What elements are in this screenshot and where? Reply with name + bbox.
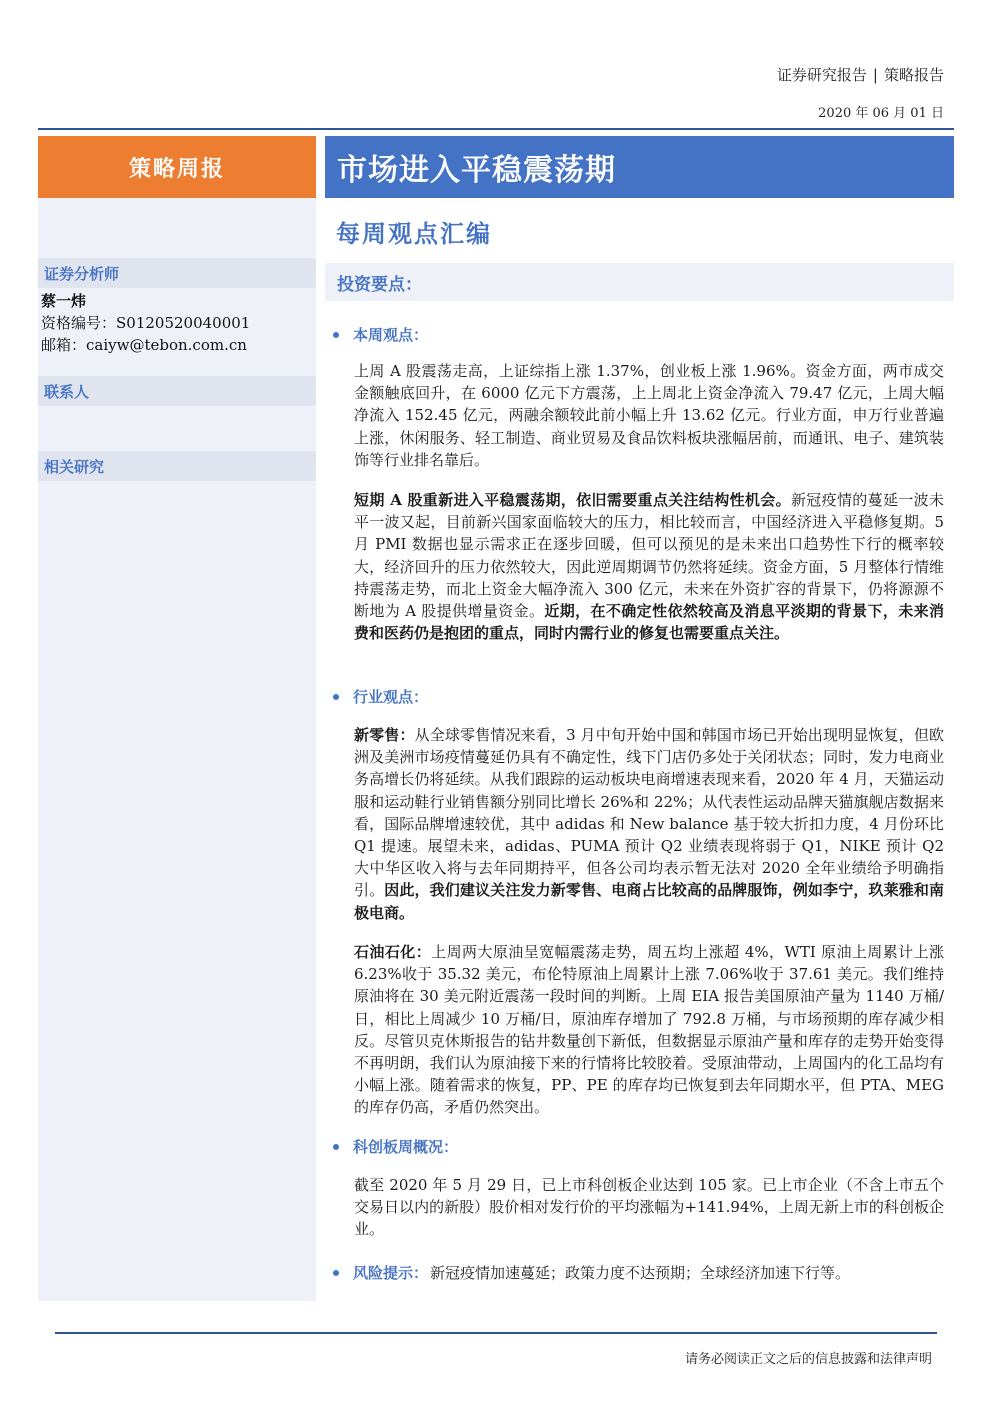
top-divider	[38, 128, 954, 130]
section-label: 行业观点：	[353, 688, 429, 706]
risk-label: 风险提示：	[353, 1264, 429, 1282]
oil-paragraph	[354, 941, 944, 1119]
report-category: 策略报告	[883, 66, 944, 84]
section-star-market	[333, 1136, 458, 1157]
outlook-body: 新冠疫情的蔓延一波未平一波又起，目前新兴国家面临较大的压力，相比较而言，中国经济进入平稳修复期。5 月 PMI 数据也显示需求正在逐步回暖，但可以预见的是未来出口趋势性下行的概率较大，经济回升的压力依然较大，因此逆周期调节仍然将延续。资金方面，5 月整体行情维持震荡走势，而北上资金大幅净流入 300 亿元，未来在外资扩容的背景下，仍将源源不断地为 A 股提供增量资金。	[354, 491, 944, 621]
key-points-heading: 投资要点：	[325, 263, 954, 301]
bottom-divider	[55, 1332, 937, 1334]
analyst-email[interactable]: 邮箱：caiyw@tebon.com.cn	[41, 336, 247, 354]
disclaimer-note: 请务必阅读正文之后的信息披露和法律声明	[684, 1352, 932, 1367]
section-industry-view	[333, 686, 428, 707]
section-label: 本周观点：	[353, 326, 429, 344]
weekly-outlook-paragraph	[354, 489, 944, 644]
contact-heading: 联系人	[38, 376, 316, 406]
related-research-heading: 相关研究	[38, 451, 316, 481]
outlook-conclusion: 近期，在不确定性依然较高及消息平淡期的背景下，未来消费和医药仍是抱团的重点，同时内需行业的修复也需要重点关注。	[354, 602, 944, 643]
weekly-market-paragraph: 上周 A 股震荡走高，上证综指上涨 1.37%，创业板上涨 1.96%。资金方面，两市成交金额触底回升，在 6000 亿元下方震荡，上上周北上资金净流入 79.47 亿元，上周大幅净流入 152.45 亿元，两融余额较此前小幅上升 13.62 亿元。行业方面，申万行业普遍上涨，休闲服务、轻工制造、商业贸易及食品饮料板块涨幅居前，而通讯、电子、建筑装饰等行业排名靠后。	[354, 362, 944, 469]
page-title: 市场进入平稳震荡期	[325, 136, 954, 198]
oil-body: 上周两大原油呈宽幅震荡走势，周五均上涨超 4%，WTI 原油上周累计上涨 6.23%收于 35.32 美元，布伦特原油上周累计上涨 7.06%收于 37.61 美元。我们维持原油将在 30 美元附近震荡一段时间的判断。上周 EIA 报告美国原油产量为 1140 万桶/日，相比上周减少 10 万桶/日，原油库存增加了 792.8 万桶，与市场预期的库存减少相反。尽管贝克休斯报告的钻井数量创下新低，但数据显示原油产量和库存的走势开始变得不再明朗，我们认为原油接下来的行情将比较胶着。受原油带动，上周国内的化工品均有小幅上涨。随着需求的恢复，PP、PE 的库存均已恢复到去年同期水平，但 PTA、MEG 的库存仍高，矛盾仍然突出。	[354, 943, 944, 1117]
section-risk	[333, 1262, 850, 1283]
retail-paragraph	[354, 724, 944, 924]
bullet-icon	[333, 694, 339, 700]
oil-label: 石油石化：	[354, 943, 432, 961]
analyst-license: 资格编号：S0120520040001	[41, 314, 251, 332]
analyst-heading: 证券分析师	[38, 258, 316, 288]
header-separator: |	[872, 66, 878, 84]
bullet-icon	[333, 1270, 339, 1276]
report-tag: 策略周报	[38, 136, 316, 198]
page-subtitle: 每周观点汇编	[336, 219, 492, 248]
retail-body: 从全球零售情况来看，3 月中旬开始中国和韩国市场已开始出现明显恢复，但欧洲及美洲市场疫情蔓延仍具有不确定性，线下门店仍多处于关闭状态；同时，发力电商业务高增长仍将延续。从我们跟踪的运动板块电商增速表现来看，2020 年 4 月，天猫运动服和运动鞋行业销售额分别同比增长 26%和 22%；从代表性运动品牌天猫旗舰店数据来看，国际品牌增速较优，其中 adidas 和 New balance 基于较大折扣力度，4 月份环比 Q1 提速。展望未来，adidas、PUMA 预计 Q2 业绩表现将弱于 Q1，NIKE 预计 Q2 大中华区收入将与去年同期持平，但各公司均表示暂无法对 2020 全年业绩给予明确指引。	[354, 726, 944, 900]
analyst-name: 蔡一炜	[41, 292, 87, 310]
star-market-paragraph: 截至 2020 年 5 月 29 日，已上市科创板企业达到 105 家。已上市企业（不含上市五个交易日以内的新股）股价相对发行价的平均涨幅为+141.94%，上周无新上市的科创板企业。	[354, 1176, 944, 1239]
report-date: 2020 年 06 月 01 日	[818, 106, 944, 121]
analyst-info	[41, 290, 250, 356]
section-label: 科创板周概况：	[353, 1138, 459, 1156]
risk-text: 新冠疫情加速蔓延；政策力度不达预期；全球经济加速下行等。	[430, 1264, 851, 1282]
retail-conclusion: 因此，我们建议关注发力新零售、电商占比较高的品牌服饰，例如李宁，玖莱雅和南极电商。	[354, 881, 944, 922]
bullet-icon	[333, 332, 339, 338]
report-header	[777, 64, 944, 85]
bullet-icon	[333, 1144, 339, 1150]
retail-label: 新零售：	[354, 726, 415, 744]
outlook-lead: 短期 A 股重新进入平稳震荡期，依旧需要重点关注结构性机会。	[354, 491, 791, 509]
section-weekly-view	[333, 324, 428, 345]
report-type: 证券研究报告	[776, 66, 867, 84]
